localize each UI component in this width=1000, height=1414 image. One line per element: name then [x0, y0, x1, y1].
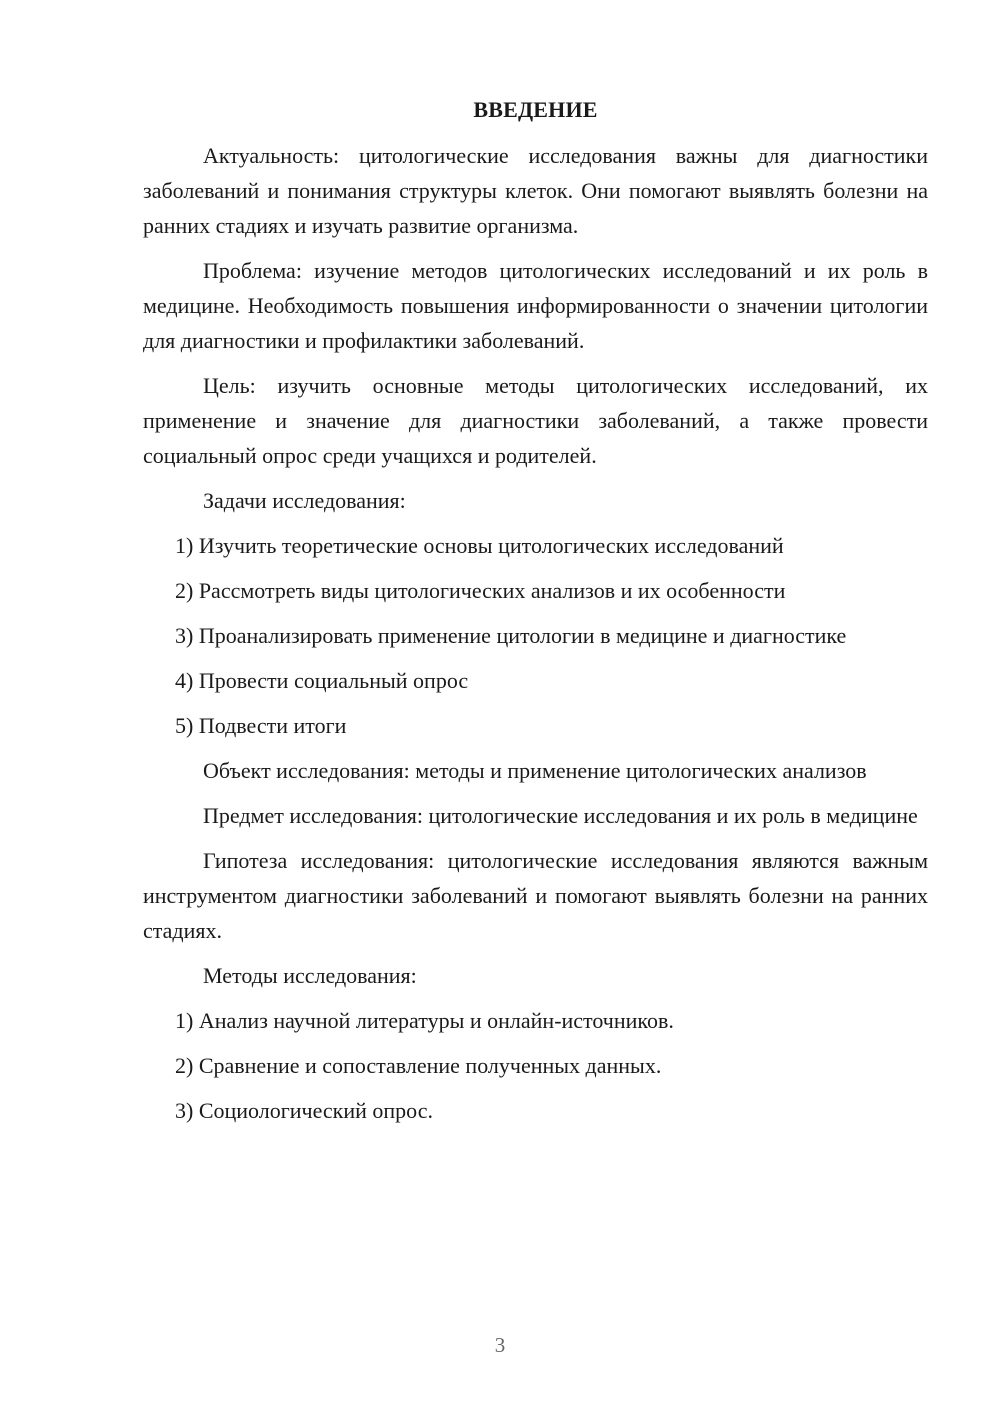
tasks-heading: Задачи исследования:	[203, 488, 406, 513]
relevance-paragraph: Актуальность: цитологические исследования важны для диагностики заболеваний и понимания структуры клеток. Они помогают выявлять болезни на ранних стадиях и изучать развитие организма.	[143, 143, 928, 238]
methods-heading: Методы исследования:	[203, 963, 417, 988]
task-item-2: 2) Рассмотреть виды цитологических анализов и их особенности	[175, 578, 786, 603]
section-title: ВВЕДЕНИЕ	[473, 97, 598, 122]
object-paragraph: Объект исследования: методы и применение цитологических анализов	[203, 758, 867, 783]
task-item-5: 5) Подвести итоги	[175, 713, 347, 738]
page-number: 3	[494, 1333, 506, 1357]
subject-paragraph: Предмет исследования: цитологические исследования и их роль в медицине	[203, 803, 918, 828]
task-item-3: 3) Проанализировать применение цитологии в медицине и диагностике	[175, 623, 847, 648]
method-item-2: 2) Сравнение и сопоставление полученных данных.	[175, 1053, 662, 1078]
task-item-1: 1) Изучить теоретические основы цитологических исследований	[175, 533, 784, 558]
goal-paragraph: Цель: изучить основные методы цитологических исследований, их применение и значение для диагностики заболеваний, а также провести социальный опрос среди учащихся и родителей.	[143, 373, 928, 468]
method-item-1: 1) Анализ научной литературы и онлайн-источников.	[175, 1008, 674, 1033]
task-item-4: 4) Провести социальный опрос	[175, 668, 469, 693]
document-page	[143, 92, 928, 1138]
problem-paragraph: Проблема: изучение методов цитологических исследований и их роль в медицине. Необходимость повышения информированности о значении цитологии для диагностики и профилактики заболеваний.	[143, 258, 928, 353]
hypothesis-paragraph: Гипотеза исследования: цитологические исследования являются важным инструментом диагностики заболеваний и помогают выявлять болезни на ранних стадиях.	[143, 848, 928, 943]
method-item-3: 3) Социологический опрос.	[175, 1098, 433, 1123]
